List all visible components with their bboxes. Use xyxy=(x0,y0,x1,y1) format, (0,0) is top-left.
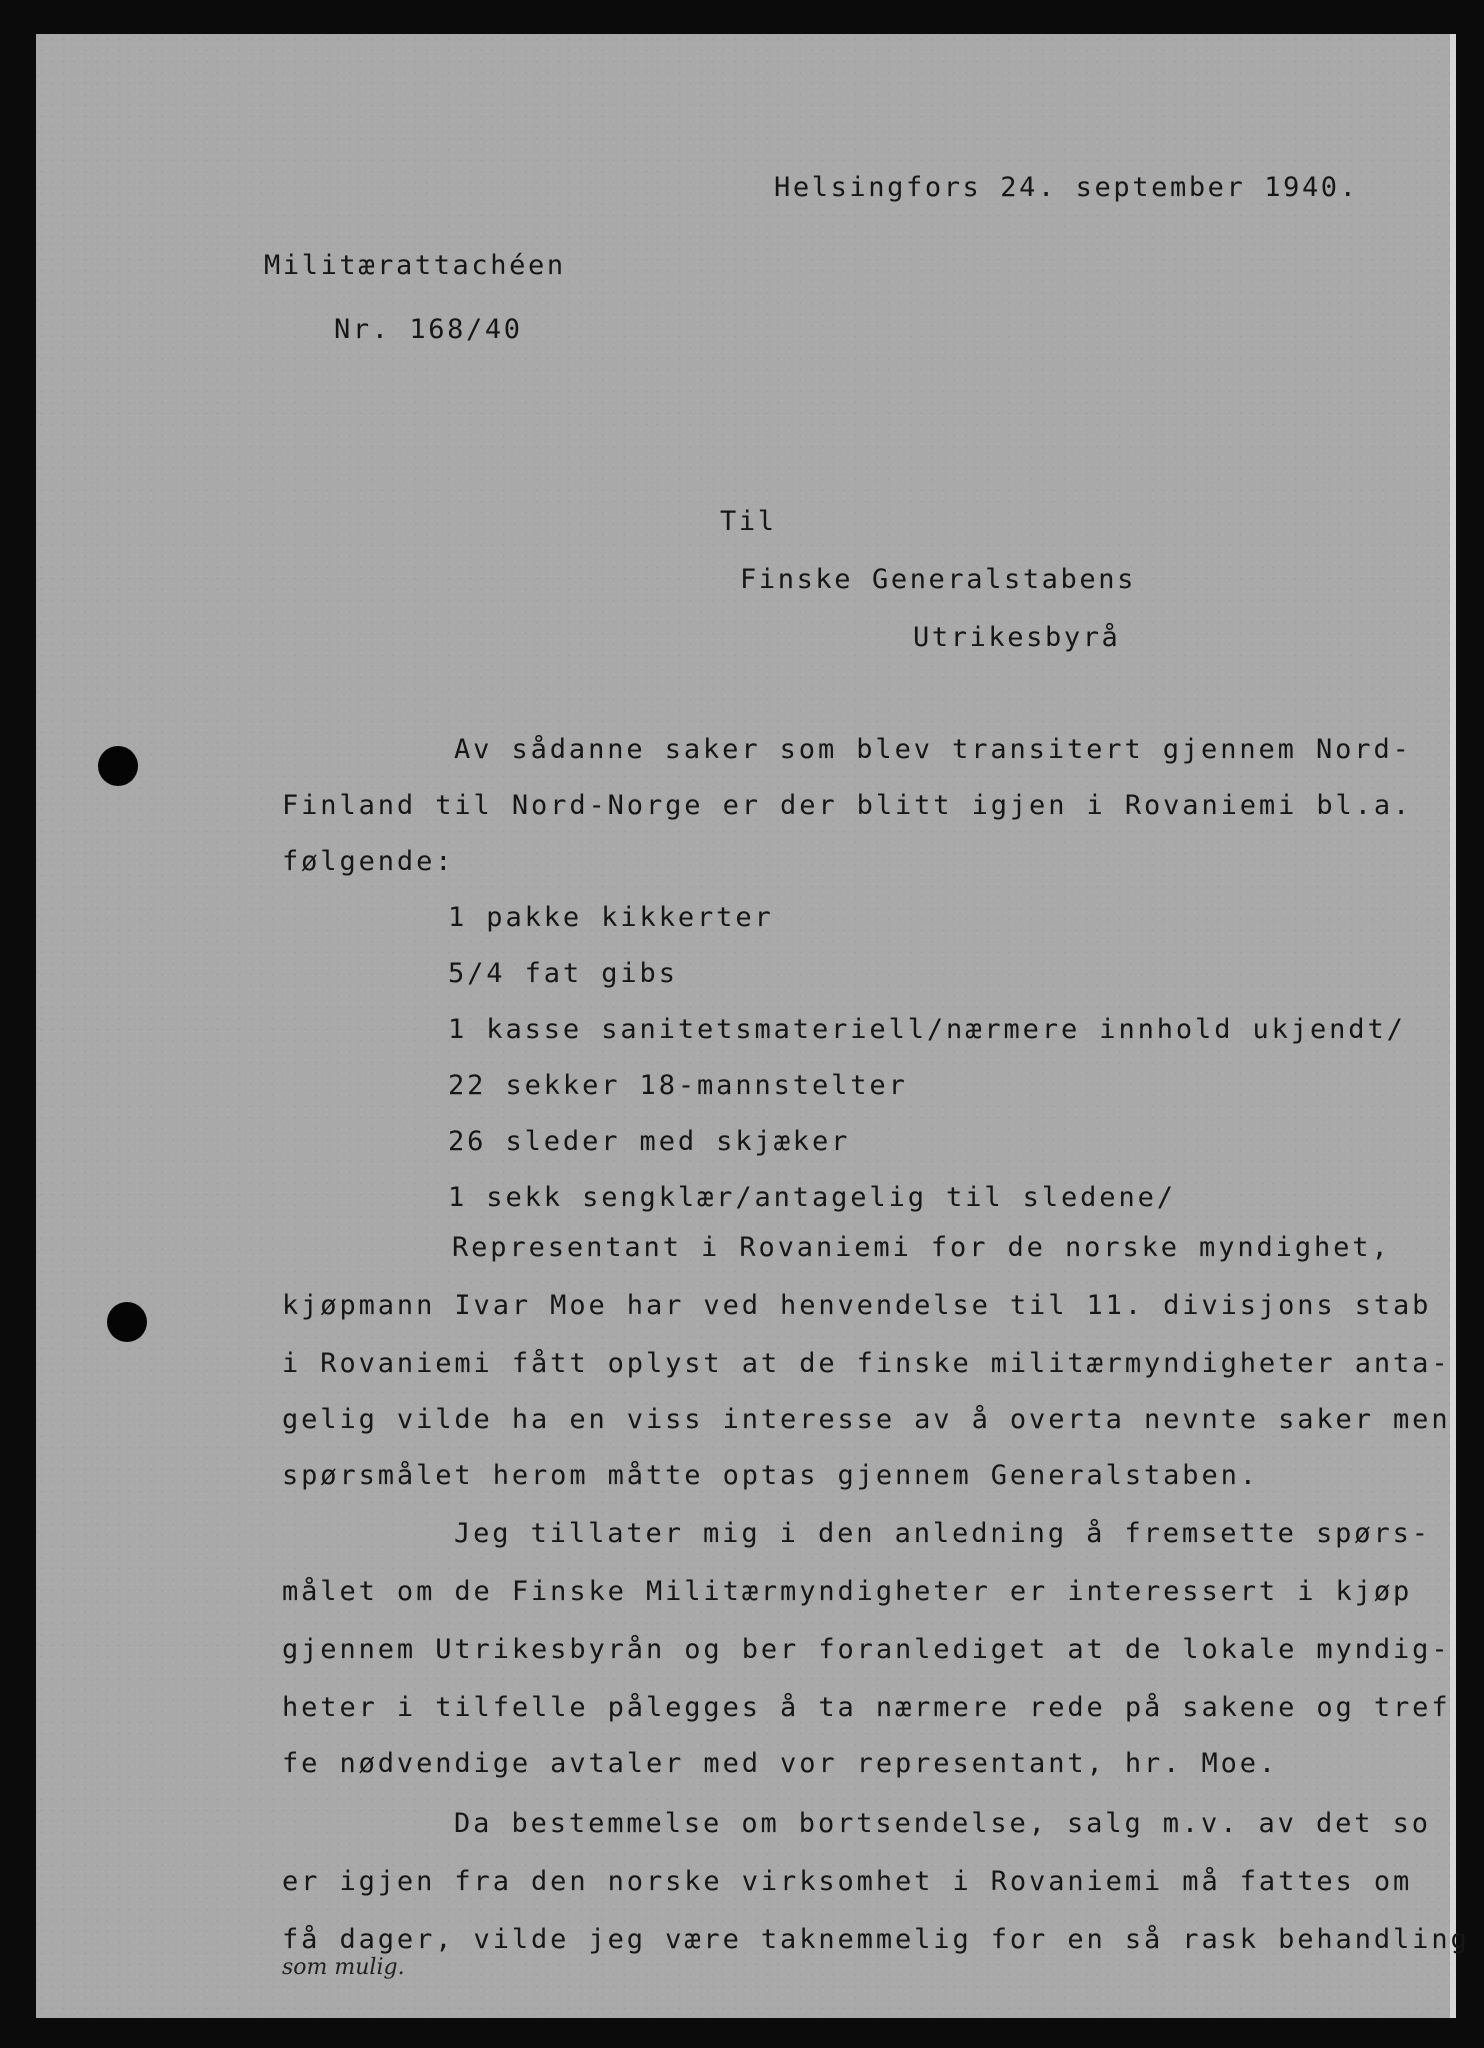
paragraph-line: heter i tilfelle pålegges å ta nærmere rede på sakene og tref xyxy=(282,1692,1451,1723)
intro-line: Finland til Nord-Norge er der blitt igjen i Rovaniemi bl.a. xyxy=(282,790,1413,821)
paragraph-line: kjøpmann Ivar Moe har ved henvendelse til 11. divisjons stab xyxy=(282,1290,1432,1321)
paragraph-line: målet om de Finske Militærmyndigheter er interessert i kjøp xyxy=(282,1576,1413,1607)
list-item: 1 pakke kikkerter xyxy=(448,902,774,933)
list-item: 1 kasse sanitetsmateriell/nærmere innhold ukjendt/ xyxy=(448,1014,1406,1045)
paragraph-line: er igjen fra den norske virksomhet i Rovaniemi må fattes om xyxy=(282,1866,1413,1897)
paragraph-line: Da bestemmelse om bortsendelse, salg m.v. av det so xyxy=(454,1808,1431,1839)
paragraph-line: gelig vilde ha en viss interesse av å overta nevnte saker men xyxy=(282,1404,1451,1435)
sender-title: Militærattachéen xyxy=(264,250,566,281)
reference-number: Nr. 168/40 xyxy=(334,314,523,345)
paragraph-line: Representant i Rovaniemi for de norske myndighet, xyxy=(452,1232,1391,1263)
paragraph-line: Jeg tillater mig i den anledning å fremsette spørs- xyxy=(454,1518,1431,1549)
punch-hole xyxy=(98,746,138,786)
handwritten-note: som mulig. xyxy=(282,1955,405,1980)
intro-line: Av sådanne saker som blev transitert gjennem Nord- xyxy=(454,734,1412,765)
paragraph-line: fe nødvendige avtaler med vor representant, hr. Moe. xyxy=(282,1748,1279,1779)
paragraph-line: gjennem Utrikesbyrån og ber foranlediget at de lokale myndig- xyxy=(282,1634,1451,1665)
paragraph-line: spørsmålet herom måtte optas gjennem Generalstaben. xyxy=(282,1460,1259,1491)
list-item: 5/4 fat gibs xyxy=(448,958,678,989)
list-item: 22 sekker 18-mannstelter xyxy=(448,1070,908,1101)
paragraph-line: få dager, vilde jeg være taknemmelig for en så rask behandling xyxy=(282,1924,1470,1955)
intro-line: følgende: xyxy=(282,846,455,877)
recipient-to: Til xyxy=(720,506,777,537)
letter-page xyxy=(36,34,1470,2018)
place-date: Helsingfors 24. september 1940. xyxy=(774,172,1359,203)
punch-hole xyxy=(107,1302,147,1342)
list-item: 1 sekk sengklær/antagelig til sledene/ xyxy=(448,1182,1176,1213)
recipient-line2: Utrikesbyrå xyxy=(913,622,1121,653)
list-item: 26 sleder med skjæker xyxy=(448,1126,851,1157)
paragraph-line: i Rovaniemi fått oplyst at de finske militærmyndigheter anta- xyxy=(282,1348,1451,1379)
recipient-line1: Finske Generalstabens xyxy=(740,564,1136,595)
